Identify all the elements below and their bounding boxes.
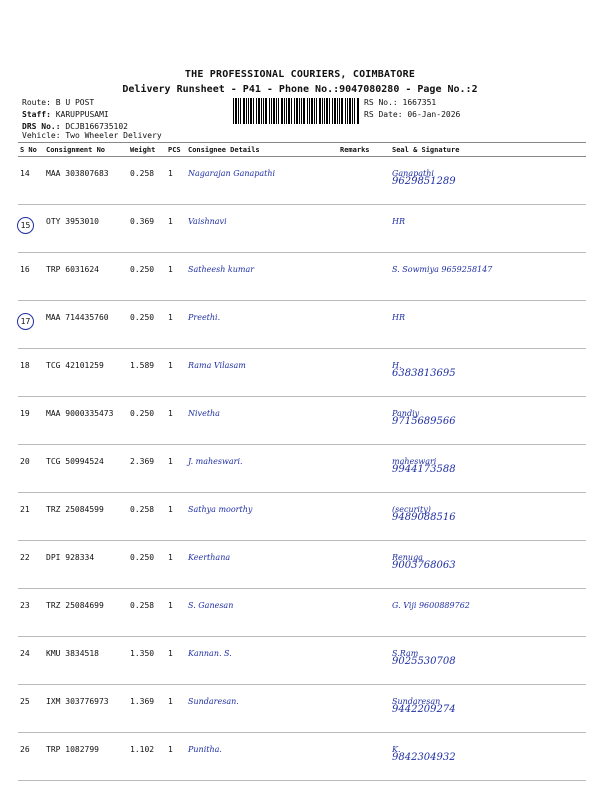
- cell-signature-handwritten: [390, 685, 586, 733]
- cell-consignee-handwritten: Sundaresan.: [186, 685, 338, 733]
- cell-consignment-no: TRZ 25084599: [44, 493, 128, 541]
- cell-signature-handwritten: [390, 445, 586, 493]
- cell-remarks: [338, 733, 390, 781]
- rs-number: RS No.: 1667351: [364, 98, 437, 107]
- cell-remarks: [338, 301, 390, 349]
- cell-pcs: 1: [166, 253, 186, 301]
- cell-sno: [18, 205, 44, 253]
- cell-consignment-no: IXM 303776973: [44, 685, 128, 733]
- header-seal-signature: Seal & Signature: [390, 143, 586, 157]
- cell-consignee-handwritten: J. maheswari.: [186, 445, 338, 493]
- sno-value: 24: [20, 649, 30, 658]
- cell-signature-handwritten: [390, 637, 586, 685]
- signature-text: K.: [392, 745, 401, 754]
- signature-text: HR: [392, 217, 405, 226]
- cell-pcs: 1: [166, 301, 186, 349]
- cell-remarks: [338, 541, 390, 589]
- cell-pcs: 1: [166, 589, 186, 637]
- signature-phone: 6383813695: [392, 368, 456, 379]
- cell-weight: 2.369: [128, 445, 166, 493]
- cell-signature-handwritten: [390, 301, 586, 349]
- cell-weight: 1.589: [128, 349, 166, 397]
- cell-remarks: [338, 253, 390, 301]
- table-row: [18, 541, 586, 589]
- cell-sno: [18, 541, 44, 589]
- signature-phone: 9629851289: [392, 176, 456, 187]
- cell-consignee-handwritten: Nivetha: [186, 397, 338, 445]
- cell-consignment-no: KMU 3834518: [44, 637, 128, 685]
- cell-consignment-no: TRP 6031624: [44, 253, 128, 301]
- signature-phone: 9842304932: [392, 752, 456, 763]
- cell-signature-handwritten: [390, 205, 586, 253]
- cell-sno: [18, 685, 44, 733]
- cell-consignment-no: MAA 9000335473: [44, 397, 128, 445]
- header-remarks: Remarks: [338, 143, 390, 157]
- signature-text: S.Ram: [392, 649, 419, 658]
- cell-pcs: 1: [166, 397, 186, 445]
- rs-date: RS Date: 06-Jan-2026: [364, 110, 461, 119]
- cell-weight: 0.250: [128, 397, 166, 445]
- barcode-image: [233, 98, 361, 124]
- signature-text: Pandiy: [392, 409, 420, 418]
- sno-value: 25: [20, 697, 30, 706]
- cell-remarks: [338, 445, 390, 493]
- cell-pcs: 1: [166, 493, 186, 541]
- cell-sno: [18, 349, 44, 397]
- sno-value: 23: [20, 601, 30, 610]
- table-body: [18, 157, 586, 781]
- header-pcs: PCS: [166, 143, 186, 157]
- cell-consignment-no: OTY 3953010: [44, 205, 128, 253]
- table-row: [18, 253, 586, 301]
- cell-weight: 0.369: [128, 205, 166, 253]
- cell-remarks: [338, 589, 390, 637]
- cell-pcs: 1: [166, 205, 186, 253]
- table-row: [18, 349, 586, 397]
- cell-sno: [18, 301, 44, 349]
- table-row: [18, 397, 586, 445]
- signature-phone: 9489088516: [392, 512, 456, 523]
- cell-pcs: 1: [166, 541, 186, 589]
- table-row: [18, 205, 586, 253]
- cell-consignee-handwritten: Punitha.: [186, 733, 338, 781]
- signature-phone: 9025530708: [392, 656, 456, 667]
- cell-pcs: 1: [166, 349, 186, 397]
- table-row: [18, 301, 586, 349]
- cell-weight: 0.258: [128, 589, 166, 637]
- cell-signature-handwritten: [390, 589, 586, 637]
- staff-line: [22, 110, 109, 120]
- cell-consignment-no: TCG 42101259: [44, 349, 128, 397]
- cell-weight: 0.250: [128, 253, 166, 301]
- cell-remarks: [338, 493, 390, 541]
- cell-sno: [18, 445, 44, 493]
- signature-phone: 9003768063: [392, 560, 456, 571]
- cell-consignment-no: TCG 50994524: [44, 445, 128, 493]
- cell-consignment-no: DPI 928334: [44, 541, 128, 589]
- cell-signature-handwritten: [390, 157, 586, 205]
- sno-value: 19: [20, 409, 30, 418]
- sno-value: 18: [20, 361, 30, 370]
- cell-pcs: 1: [166, 685, 186, 733]
- table-header-row: [18, 143, 586, 157]
- cell-pcs: 1: [166, 157, 186, 205]
- signature-phone: 9944173588: [392, 464, 456, 475]
- table-row: [18, 589, 586, 637]
- signature-text: HR: [392, 313, 405, 322]
- vehicle-text: Vehicle: Two Wheeler Delivery: [22, 131, 162, 140]
- cell-remarks: [338, 349, 390, 397]
- header-sno: S No: [18, 143, 44, 157]
- cell-remarks: [338, 205, 390, 253]
- drs-number: DCJB166735102: [65, 122, 128, 131]
- staff-label: Staff:: [22, 110, 51, 119]
- table-row: [18, 733, 586, 781]
- sno-value: 20: [20, 457, 30, 466]
- cell-weight: 1.102: [128, 733, 166, 781]
- sno-value: 16: [20, 265, 30, 274]
- cell-signature-handwritten: [390, 397, 586, 445]
- header-consignment: Consignment No: [44, 143, 128, 157]
- sno-circle-mark: 15: [17, 217, 34, 234]
- staff-name: KARUPPUSAMI: [55, 110, 109, 119]
- cell-consignment-no: TRP 1082799: [44, 733, 128, 781]
- cell-consignment-no: MAA 303807683: [44, 157, 128, 205]
- cell-consignee-handwritten: Kannan. S.: [186, 637, 338, 685]
- header-weight: Weight: [128, 143, 166, 157]
- cell-weight: 1.369: [128, 685, 166, 733]
- cell-signature-handwritten: [390, 493, 586, 541]
- cell-consignee-handwritten: S. Ganesan: [186, 589, 338, 637]
- signature-text: Sundaresan: [392, 697, 441, 706]
- signature-text: S. Sowmiya 9659258147: [392, 265, 493, 274]
- cell-signature-handwritten: [390, 541, 586, 589]
- cell-signature-handwritten: [390, 253, 586, 301]
- signature-phone: 9442209274: [392, 704, 456, 715]
- cell-consignment-no: TRZ 25084699: [44, 589, 128, 637]
- sno-value: 14: [20, 169, 30, 178]
- cell-consignee-handwritten: Nagarajan Ganapathi: [186, 157, 338, 205]
- cell-sno: [18, 253, 44, 301]
- cell-pcs: 1: [166, 637, 186, 685]
- table-row: [18, 157, 586, 205]
- signature-text: maheswari: [392, 457, 437, 466]
- cell-weight: 0.258: [128, 157, 166, 205]
- sno-value: 26: [20, 745, 30, 754]
- sno-circle-mark: 17: [17, 313, 34, 330]
- table-row: [18, 685, 586, 733]
- sno-value: 22: [20, 553, 30, 562]
- cell-pcs: 1: [166, 445, 186, 493]
- cell-consignee-handwritten: Satheesh kumar: [186, 253, 338, 301]
- table-row: [18, 445, 586, 493]
- cell-weight: 0.250: [128, 301, 166, 349]
- sno-value: 21: [20, 505, 30, 514]
- cell-remarks: [338, 157, 390, 205]
- cell-sno: [18, 157, 44, 205]
- cell-consignee-handwritten: Sathya moorthy: [186, 493, 338, 541]
- cell-weight: 0.258: [128, 493, 166, 541]
- cell-sno: [18, 493, 44, 541]
- cell-consignee-handwritten: Rama Vilasam: [186, 349, 338, 397]
- cell-sno: [18, 589, 44, 637]
- company-title: THE PROFESSIONAL COURIERS, COIMBATORE: [184, 69, 416, 80]
- header-consignee: Consignee Details: [186, 143, 338, 157]
- cell-signature-handwritten: [390, 733, 586, 781]
- cell-remarks: [338, 685, 390, 733]
- cell-consignee-handwritten: Vaishnavi: [186, 205, 338, 253]
- cell-consignment-no: MAA 714435760: [44, 301, 128, 349]
- route-text: Route: B U POST: [22, 98, 95, 107]
- cell-consignee-handwritten: Keerthana: [186, 541, 338, 589]
- cell-weight: 1.350: [128, 637, 166, 685]
- cell-weight: 0.250: [128, 541, 166, 589]
- cell-pcs: 1: [166, 733, 186, 781]
- signature-text: Ganapathi: [392, 169, 434, 178]
- table-row: [18, 637, 586, 685]
- signature-text: H.: [392, 361, 402, 370]
- cell-remarks: [338, 397, 390, 445]
- signature-text: G. Viji 9600889762: [392, 601, 470, 610]
- cell-sno: [18, 637, 44, 685]
- table-row: [18, 493, 586, 541]
- signature-text: (security): [392, 505, 431, 514]
- runsheet-subtitle: Delivery Runsheet - P41 - Phone No.:9047080280 - Page No.:2: [122, 84, 478, 95]
- signature-phone: 9715689566: [392, 416, 456, 427]
- cell-signature-handwritten: [390, 349, 586, 397]
- cell-sno: [18, 397, 44, 445]
- runsheet-table: [18, 142, 586, 781]
- cell-sno: [18, 733, 44, 781]
- cell-consignee-handwritten: Preethi.: [186, 301, 338, 349]
- drs-label: DRS No.:: [22, 122, 61, 131]
- cell-remarks: [338, 637, 390, 685]
- signature-text: Renuga: [392, 553, 423, 562]
